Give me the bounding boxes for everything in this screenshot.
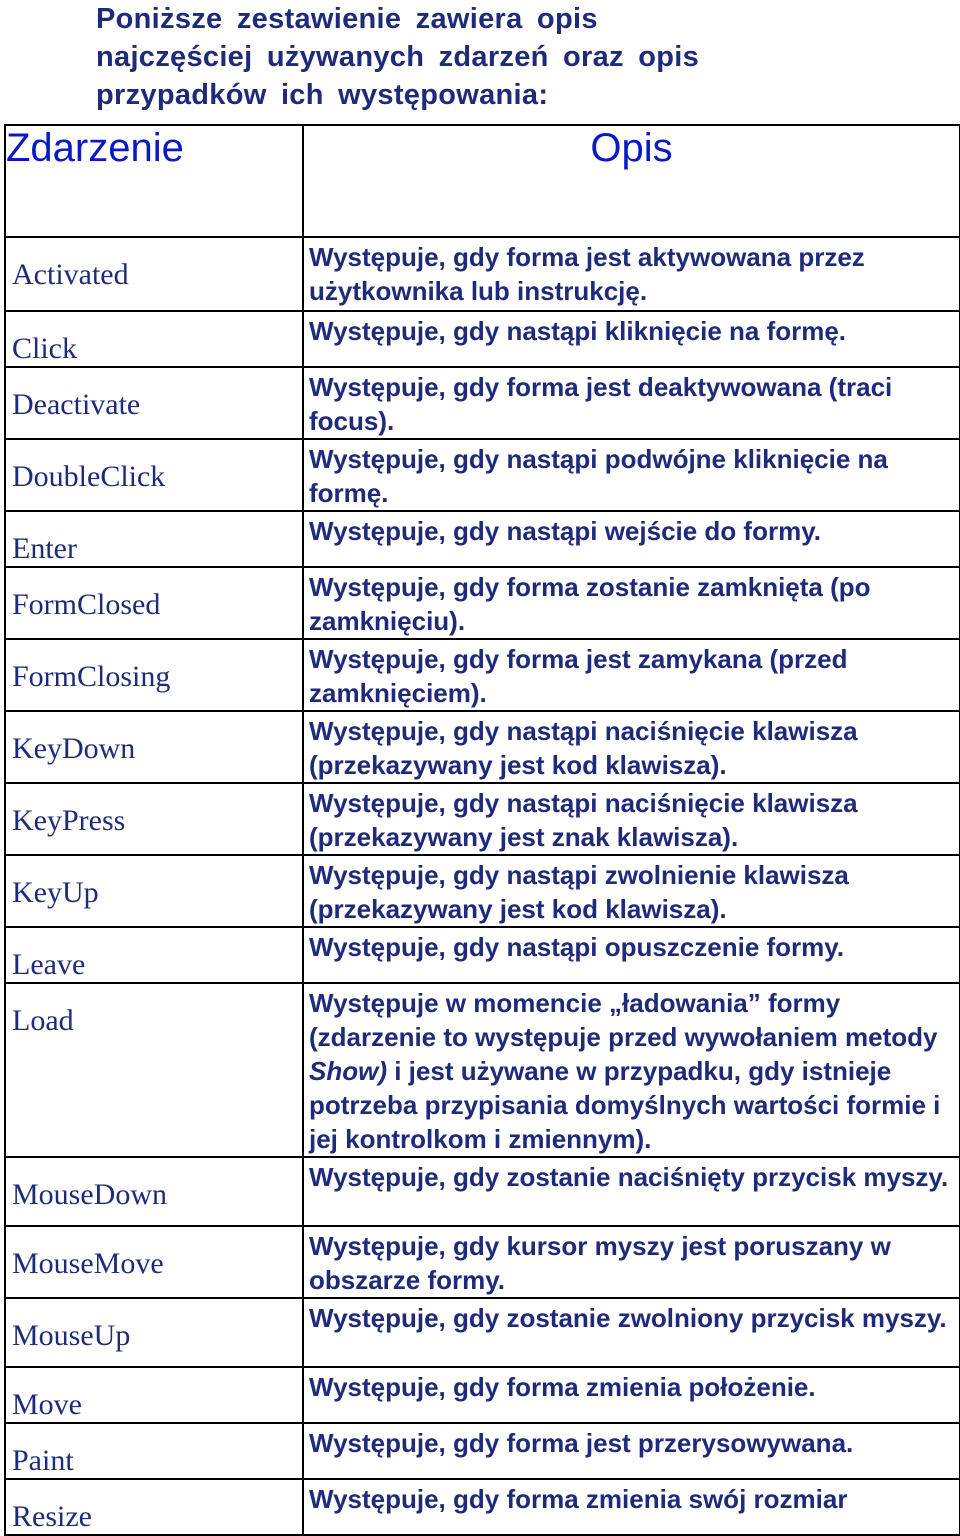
table-row bbox=[5, 639, 960, 711]
event-description: Występuje, gdy forma jest aktywowana przez użytkownika lub instrukcję. bbox=[303, 237, 960, 311]
event-name: Paint bbox=[5, 1423, 303, 1479]
heading-line-2: najczęściej używanych zdarzeń oraz opis bbox=[96, 41, 700, 73]
event-name: KeyPress bbox=[5, 783, 303, 855]
event-description: Występuje, gdy forma zmienia swój rozmiar bbox=[303, 1479, 960, 1535]
event-name: MouseDown bbox=[5, 1157, 303, 1226]
event-description: Występuje, gdy nastąpi podwójne kliknięcie na formę. bbox=[303, 439, 960, 511]
heading-line-3: przypadków ich występowania: bbox=[96, 79, 549, 111]
heading-line-1: Poniższe zestawienie zawiera opis bbox=[96, 3, 598, 35]
event-description: Występuje, gdy nastąpi wejście do formy. bbox=[303, 511, 960, 567]
event-name: DoubleClick bbox=[5, 439, 303, 511]
event-name: Move bbox=[5, 1367, 303, 1423]
event-name: KeyUp bbox=[5, 855, 303, 927]
table-row bbox=[5, 311, 960, 367]
table-row bbox=[5, 855, 960, 927]
table-row bbox=[5, 511, 960, 567]
event-name: Leave bbox=[5, 927, 303, 983]
event-description: Występuje, gdy forma jest zamykana (przed zamknięciem). bbox=[303, 639, 960, 711]
event-description: Występuje, gdy nastąpi opuszczenie formy. bbox=[303, 927, 960, 983]
event-description: Występuje, gdy zostanie zwolniony przycisk myszy. bbox=[303, 1298, 960, 1367]
table-row bbox=[5, 1298, 960, 1367]
event-name: Deactivate bbox=[5, 367, 303, 439]
table-row bbox=[5, 1226, 960, 1298]
event-description bbox=[303, 983, 960, 1157]
event-description: Występuje, gdy forma zostanie zamknięta (po zamknięciu). bbox=[303, 567, 960, 639]
table-row bbox=[5, 1423, 960, 1479]
table-row bbox=[5, 983, 960, 1157]
event-description: Występuje, gdy nastąpi naciśnięcie klawisza (przekazywany jest znak klawisza). bbox=[303, 783, 960, 855]
event-name: Enter bbox=[5, 511, 303, 567]
table-row bbox=[5, 439, 960, 511]
event-name: Load bbox=[5, 983, 303, 1157]
event-name: FormClosed bbox=[5, 567, 303, 639]
event-description: Występuje, gdy forma zmienia położenie. bbox=[303, 1367, 960, 1423]
description-part: i jest używane w przypadku, gdy istnieje potrzeba przypisania domyślnych wartości formie i jej kontrolkom i zmiennym). bbox=[309, 1056, 941, 1154]
event-description: Występuje, gdy zostanie naciśnięty przycisk myszy. bbox=[303, 1157, 960, 1226]
event-name: FormClosing bbox=[5, 639, 303, 711]
page-heading bbox=[96, 0, 856, 114]
column-header-event: Zdarzenie bbox=[5, 125, 303, 237]
event-name: MouseUp bbox=[5, 1298, 303, 1367]
event-name: KeyDown bbox=[5, 711, 303, 783]
column-header-description: Opis bbox=[303, 125, 960, 237]
event-name: Resize bbox=[5, 1479, 303, 1535]
description-method-name: Show) bbox=[309, 1056, 387, 1086]
table-row bbox=[5, 783, 960, 855]
event-description: Występuje, gdy kursor myszy jest poruszany w obszarze formy. bbox=[303, 1226, 960, 1298]
table-row bbox=[5, 567, 960, 639]
event-description: Występuje, gdy forma jest przerysowywana. bbox=[303, 1423, 960, 1479]
table-row bbox=[5, 927, 960, 983]
table-header-row bbox=[5, 125, 960, 237]
event-name: MouseMove bbox=[5, 1226, 303, 1298]
event-description: Występuje, gdy nastąpi naciśnięcie klawisza (przekazywany jest kod klawisza). bbox=[303, 711, 960, 783]
table-row bbox=[5, 367, 960, 439]
event-description: Występuje, gdy nastąpi zwolnienie klawisza (przekazywany jest kod klawisza). bbox=[303, 855, 960, 927]
event-description: Występuje, gdy nastąpi kliknięcie na formę. bbox=[303, 311, 960, 367]
table-row bbox=[5, 1157, 960, 1226]
event-name: Click bbox=[5, 311, 303, 367]
table-row bbox=[5, 711, 960, 783]
table-row bbox=[5, 1367, 960, 1423]
event-description: Występuje, gdy forma jest deaktywowana (traci focus). bbox=[303, 367, 960, 439]
table-row bbox=[5, 1479, 960, 1535]
events-table bbox=[4, 124, 960, 1536]
event-name: Activated bbox=[5, 237, 303, 311]
table-row bbox=[5, 237, 960, 311]
description-part: Występuje w momencie „ładowania” formy (zdarzenie to występuje przed wywołaniem metody bbox=[309, 988, 938, 1052]
